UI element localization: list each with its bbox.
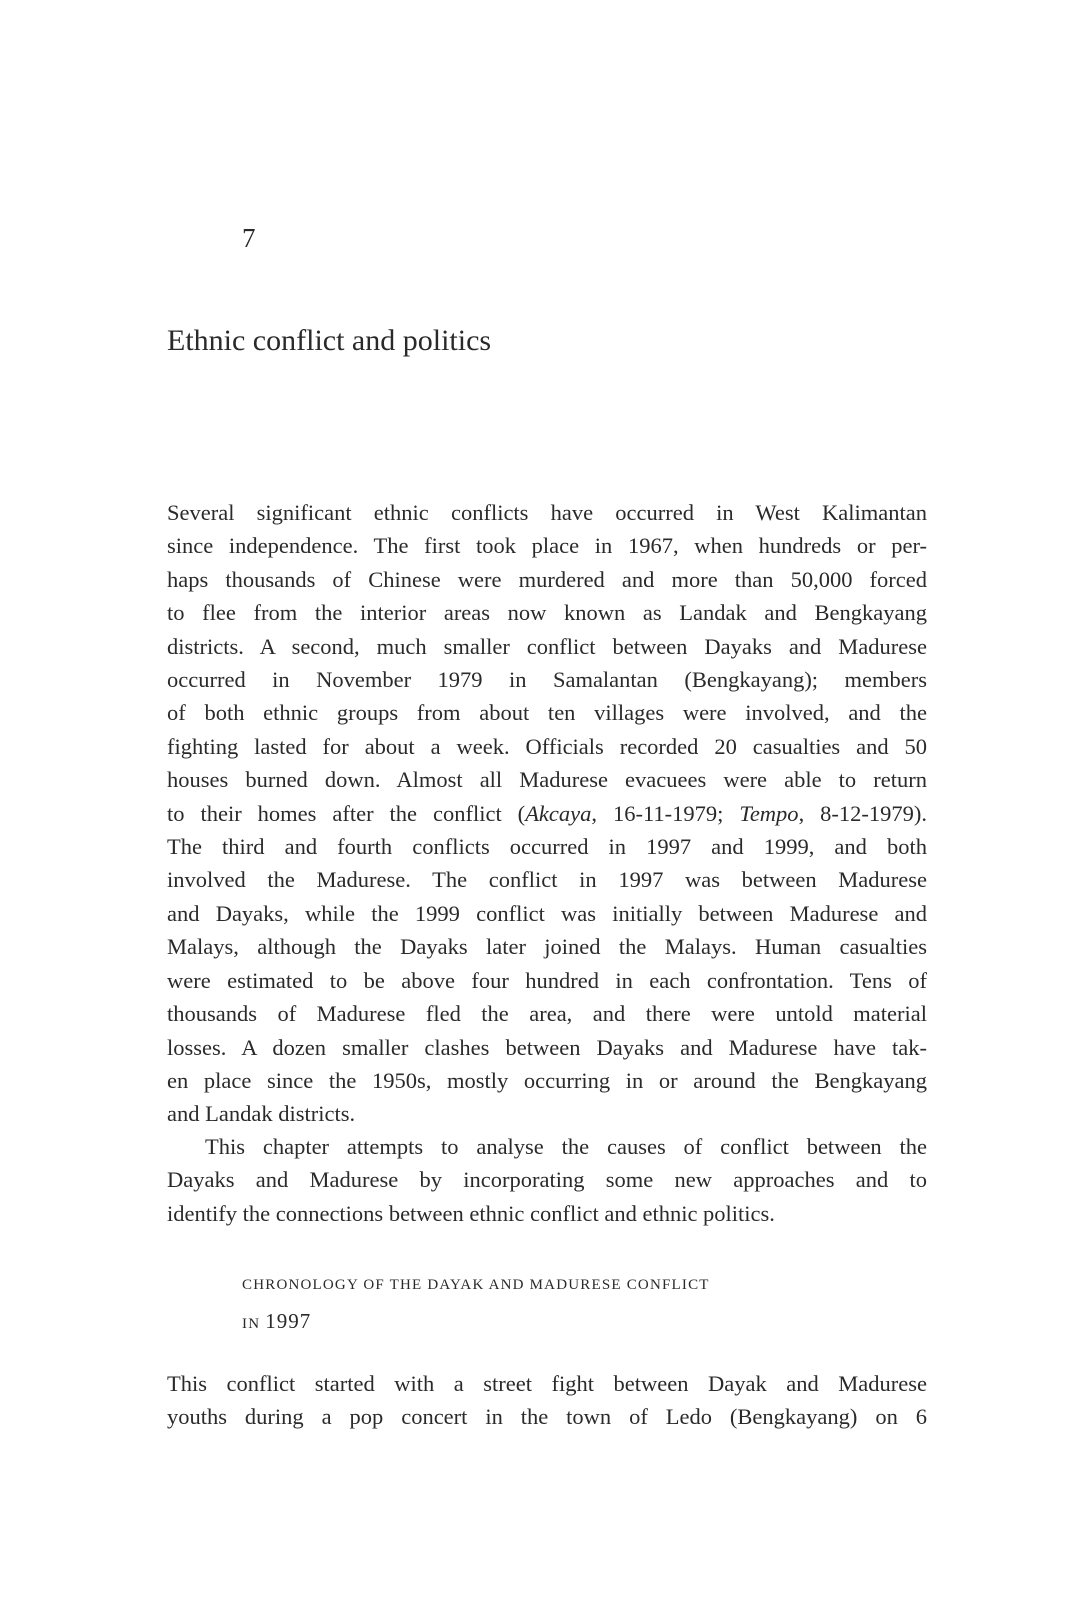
section-heading-line-1: CHRONOLOGY OF THE DAYAK AND MADURESE CONFLICT <box>242 1277 710 1293</box>
section-heading <box>242 1267 902 1342</box>
text-line: Several significant ethnic conflicts have occurred in West Kalimantan <box>167 500 927 525</box>
text-line: districts. A second, much smaller conflict between Dayaks and Madurese <box>167 633 927 659</box>
text-line: of both ethnic groups from about ten villages were involved, and the <box>167 700 927 726</box>
chapter-title: Ethnic conflict and politics <box>167 324 492 357</box>
text-line: were estimated to be above four hundred in each confrontation. Tens of <box>167 967 927 993</box>
text-line: haps thousands of Chinese were murdered and more than 50,000 forced <box>167 566 927 592</box>
section-heading-year: 1997 <box>265 1309 312 1333</box>
chapter-number: 7 <box>242 223 256 253</box>
text-line: houses burned down. Almost all Madurese evacuees were able to return <box>167 767 927 793</box>
citation-prefix: to their homes after the conflict ( <box>167 800 526 826</box>
paragraph-2 <box>167 1130 927 1230</box>
paragraph-1 <box>167 496 927 1131</box>
text-line: fighting lasted for about a week. Officials recorded 20 casualties and 50 <box>167 733 927 759</box>
paragraph-3 <box>167 1367 927 1434</box>
text-line: This conflict started with a street fight between Dayak and Madurese <box>167 1371 927 1396</box>
citation-date-2: , 8-12-1979). <box>798 800 928 826</box>
text-line: The third and fourth conflicts occurred in 1997 and 1999, and both <box>167 834 927 860</box>
text-line: thousands of Madurese fled the area, and there were untold material <box>167 1001 927 1027</box>
source-tempo: Tempo <box>739 800 799 826</box>
source-akcaya: Akcaya <box>525 800 592 826</box>
citation-date-1: , 16-11-1979; <box>591 800 740 826</box>
section-heading-line-2 <box>242 1303 902 1342</box>
section-heading-in: IN <box>242 1316 261 1332</box>
text-line: occurred in November 1979 in Samalantan (Bengkayang); members <box>167 667 927 693</box>
citation-line <box>167 797 927 830</box>
text-line: This chapter attempts to analyse the causes of conflict between the <box>205 1134 927 1159</box>
text-line: and Landak districts. <box>167 1101 356 1127</box>
text-line: Malays, although the Dayaks later joined the Malays. Human casualties <box>167 934 927 960</box>
text-line: en place since the 1950s, mostly occurring in or around the Bengkayang <box>167 1067 927 1093</box>
text-line: youths during a pop concert in the town of Ledo (Bengkayang) on 6 <box>167 1404 927 1430</box>
text-line: losses. A dozen smaller clashes between Dayaks and Madurese have tak- <box>167 1034 927 1060</box>
text-line: and Dayaks, while the 1999 conflict was initially between Madurese and <box>167 900 927 926</box>
text-line: identify the connections between ethnic conflict and ethnic politics. <box>167 1200 775 1226</box>
text-line: involved the Madurese. The conflict in 1997 was between Madurese <box>167 867 927 893</box>
text-line: to flee from the interior areas now known as Landak and Bengkayang <box>167 600 927 626</box>
text-line: since independence. The first took place in 1967, when hundreds or per- <box>167 533 927 559</box>
text-line: Dayaks and Madurese by incorporating some new approaches and to <box>167 1167 927 1193</box>
